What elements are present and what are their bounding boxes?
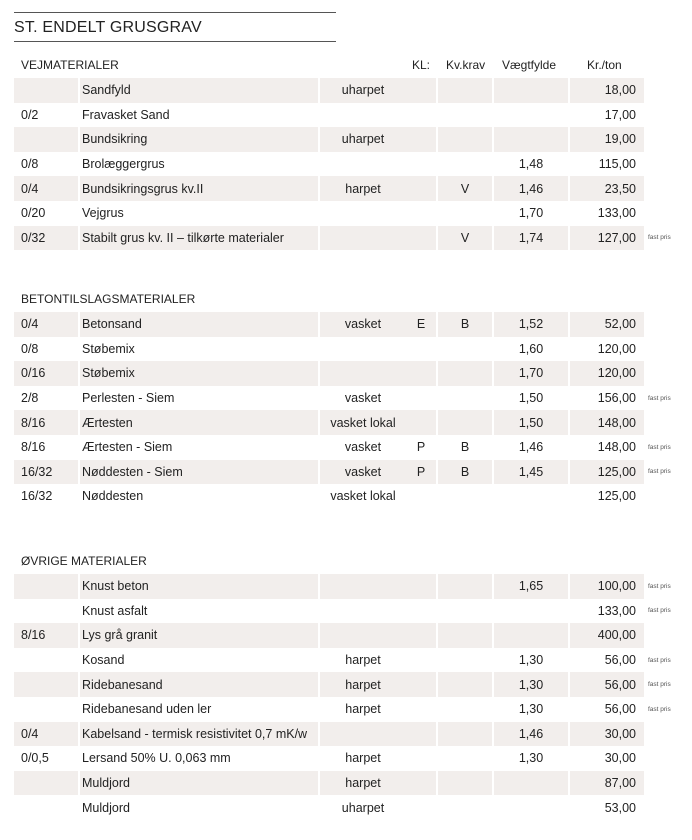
cell-price: 156,00 bbox=[597, 391, 636, 406]
cell-kl bbox=[406, 648, 436, 673]
section-title: VEJMATERIALER bbox=[21, 58, 119, 72]
cell-kl: P bbox=[406, 460, 436, 485]
table-row bbox=[14, 771, 678, 796]
cell-kvkrav bbox=[438, 722, 492, 747]
cell-treatment bbox=[320, 152, 406, 177]
cell-material-name: Ærtesten - Siem bbox=[82, 440, 173, 455]
cell-price: 133,00 bbox=[597, 206, 636, 221]
cell-kvkrav bbox=[438, 78, 492, 103]
cell-vaegtfylde bbox=[494, 484, 568, 509]
section-vejmaterialer bbox=[14, 52, 678, 250]
cell-price: 125,00 bbox=[570, 460, 644, 485]
cell-kl bbox=[406, 484, 436, 509]
cell-note bbox=[648, 484, 688, 509]
cell-price: 17,00 bbox=[604, 107, 636, 122]
cell-size: 0/32 bbox=[14, 226, 78, 251]
cell-size: 0/16 bbox=[14, 361, 78, 386]
cell-kvkrav bbox=[438, 127, 492, 152]
cell-size: 0/0,5 bbox=[21, 751, 49, 766]
page-header bbox=[14, 12, 336, 42]
cell-treatment: harpet bbox=[345, 653, 381, 668]
cell-treatment bbox=[320, 201, 406, 226]
cell-vaegtfylde: 1,65 bbox=[494, 574, 568, 599]
cell-price: 125,00 bbox=[597, 489, 636, 504]
table-row bbox=[14, 574, 678, 599]
cell-kvkrav bbox=[438, 152, 492, 177]
table-row bbox=[14, 410, 678, 435]
cell-vaegtfylde: 1,30 bbox=[494, 672, 568, 697]
cell-kl bbox=[406, 103, 436, 128]
cell-kvkrav bbox=[438, 201, 492, 226]
cell-kvkrav bbox=[438, 386, 492, 411]
cell-kl bbox=[406, 771, 436, 796]
cell-material-name: Nøddesten bbox=[82, 489, 144, 504]
table-row bbox=[14, 103, 678, 128]
cell-kvkrav bbox=[438, 103, 492, 128]
cell-price: 100,00 bbox=[570, 574, 644, 599]
table-row bbox=[14, 78, 678, 103]
cell-note bbox=[648, 722, 688, 747]
cell-kl bbox=[406, 78, 436, 103]
cell-material-name: Støbemix bbox=[80, 361, 318, 386]
cell-treatment: harpet bbox=[320, 176, 406, 201]
cell-note bbox=[648, 771, 688, 796]
cell-treatment: harpet bbox=[320, 672, 406, 697]
cell-material-name: Stabilt grus kv. II – tilkørte materialer bbox=[80, 226, 318, 251]
cell-treatment bbox=[320, 337, 406, 362]
cell-price: 30,00 bbox=[604, 751, 636, 766]
cell-material-name: Muldjord bbox=[82, 800, 130, 815]
cell-size: 8/16 bbox=[14, 410, 78, 435]
table-row bbox=[14, 226, 678, 251]
cell-kl bbox=[406, 176, 436, 201]
cell-vaegtfylde: 1,60 bbox=[518, 341, 544, 356]
cell-price: 400,00 bbox=[570, 623, 644, 648]
cell-treatment: harpet bbox=[320, 771, 406, 796]
table-body bbox=[14, 78, 678, 250]
cell-kl bbox=[406, 746, 436, 771]
cell-treatment: vasket lokal bbox=[320, 410, 406, 435]
cell-material-name: Fravasket Sand bbox=[82, 107, 170, 122]
cell-vaegtfylde bbox=[494, 623, 568, 648]
table-row bbox=[14, 648, 678, 673]
cell-kvkrav bbox=[438, 746, 492, 771]
table-row bbox=[14, 599, 678, 624]
table-row bbox=[14, 623, 678, 648]
cell-kl bbox=[406, 201, 436, 226]
cell-vaegtfylde bbox=[494, 127, 568, 152]
cell-treatment: vasket bbox=[344, 391, 382, 406]
cell-kl bbox=[406, 226, 436, 251]
cell-vaegtfylde: 1,30 bbox=[518, 751, 544, 766]
section-header bbox=[14, 286, 678, 312]
cell-material-name: Lys grå granit bbox=[80, 623, 318, 648]
cell-treatment: uharpet bbox=[320, 78, 406, 103]
col-header-price: Kr./ton bbox=[587, 58, 622, 72]
table-body bbox=[14, 574, 678, 820]
cell-price: 127,00 bbox=[570, 226, 644, 251]
cell-kvkrav bbox=[438, 410, 492, 435]
cell-vaegtfylde bbox=[494, 103, 568, 128]
cell-price: 87,00 bbox=[570, 771, 644, 796]
table-row bbox=[14, 361, 678, 386]
cell-treatment bbox=[320, 599, 406, 624]
cell-note bbox=[648, 795, 688, 820]
table-row bbox=[14, 484, 678, 509]
cell-material-name: Knust beton bbox=[80, 574, 318, 599]
cell-kvkrav bbox=[438, 771, 492, 796]
cell-treatment bbox=[320, 103, 406, 128]
cell-price: 19,00 bbox=[570, 127, 644, 152]
cell-size bbox=[14, 574, 78, 599]
cell-price: 120,00 bbox=[570, 361, 644, 386]
cell-note bbox=[648, 337, 688, 362]
cell-size bbox=[14, 599, 78, 624]
cell-note: fast pris bbox=[648, 607, 671, 615]
cell-price: 148,00 bbox=[597, 440, 636, 455]
cell-kl bbox=[406, 361, 436, 386]
cell-note bbox=[648, 103, 688, 128]
cell-size bbox=[14, 672, 78, 697]
cell-vaegtfylde bbox=[494, 78, 568, 103]
cell-kvkrav bbox=[438, 599, 492, 624]
page-title: ST. ENDELT GRUSGRAV bbox=[14, 19, 202, 36]
cell-material-name: Ridebanesand uden ler bbox=[82, 702, 212, 717]
table-row bbox=[14, 672, 678, 697]
cell-treatment: vasket bbox=[320, 460, 406, 485]
cell-vaegtfylde: 1,48 bbox=[518, 157, 544, 172]
cell-vaegtfylde: 1,46 bbox=[494, 176, 568, 201]
cell-note bbox=[648, 127, 688, 152]
table-row bbox=[14, 127, 678, 152]
cell-kl bbox=[406, 697, 436, 722]
cell-material-name: Perlesten - Siem bbox=[82, 391, 175, 406]
cell-price: 148,00 bbox=[570, 410, 644, 435]
cell-material-name: Knust asfalt bbox=[82, 603, 148, 618]
cell-kl: E bbox=[406, 312, 436, 337]
cell-kl bbox=[406, 623, 436, 648]
cell-note bbox=[648, 410, 688, 435]
cell-price: 115,00 bbox=[598, 157, 636, 172]
section-title: BETONTILSLAGSMATERIALER bbox=[21, 292, 196, 306]
section-header bbox=[14, 52, 678, 78]
cell-kl bbox=[406, 337, 436, 362]
cell-note: fast pris bbox=[648, 705, 671, 713]
cell-treatment bbox=[320, 722, 406, 747]
cell-vaegtfylde: 1,70 bbox=[518, 206, 544, 221]
cell-note bbox=[648, 201, 688, 226]
cell-vaegtfylde bbox=[494, 599, 568, 624]
cell-kvkrav bbox=[438, 361, 492, 386]
cell-kvkrav bbox=[438, 337, 492, 362]
cell-kl bbox=[406, 410, 436, 435]
cell-material-name: Kabelsand - termisk resistivitet 0,7 mK/w bbox=[80, 722, 318, 747]
cell-treatment: uharpet bbox=[341, 800, 385, 815]
cell-size: 0/8 bbox=[21, 157, 39, 172]
cell-material-name: Sandfyld bbox=[80, 78, 318, 103]
cell-note bbox=[648, 312, 688, 337]
cell-treatment bbox=[320, 226, 406, 251]
cell-kvkrav: V bbox=[438, 176, 492, 201]
cell-material-name: Muldjord bbox=[80, 771, 318, 796]
table-row bbox=[14, 435, 678, 460]
cell-size: 8/16 bbox=[14, 623, 78, 648]
cell-material-name: Vejgrus bbox=[82, 206, 124, 221]
cell-size bbox=[14, 771, 78, 796]
cell-price: 30,00 bbox=[570, 722, 644, 747]
table-row bbox=[14, 460, 678, 485]
cell-note: fast pris bbox=[648, 681, 671, 689]
cell-kvkrav bbox=[438, 574, 492, 599]
cell-kvkrav bbox=[438, 697, 492, 722]
table-row bbox=[14, 746, 678, 771]
table-row bbox=[14, 312, 678, 337]
cell-material-name: Nøddesten - Siem bbox=[80, 460, 318, 485]
table-row bbox=[14, 201, 678, 226]
table-row bbox=[14, 337, 678, 362]
cell-size: 0/4 bbox=[14, 722, 78, 747]
section-title: ØVRIGE MATERIALER bbox=[21, 554, 147, 568]
cell-price: 120,00 bbox=[597, 341, 636, 356]
cell-price: 23,50 bbox=[570, 176, 644, 201]
cell-price: 56,00 bbox=[604, 702, 636, 717]
cell-note: fast pris bbox=[648, 656, 671, 664]
cell-size bbox=[14, 127, 78, 152]
cell-treatment: vasket bbox=[320, 312, 406, 337]
cell-size: 0/4 bbox=[14, 176, 78, 201]
cell-kl bbox=[406, 722, 436, 747]
cell-kl bbox=[406, 574, 436, 599]
cell-note bbox=[648, 176, 688, 201]
cell-treatment: uharpet bbox=[320, 127, 406, 152]
cell-kl bbox=[406, 672, 436, 697]
cell-price: 56,00 bbox=[570, 672, 644, 697]
cell-vaegtfylde: 1,30 bbox=[518, 653, 544, 668]
cell-price: 18,00 bbox=[570, 78, 644, 103]
cell-material-name: Brolæggergrus bbox=[82, 157, 165, 172]
table-row bbox=[14, 176, 678, 201]
cell-kl bbox=[406, 599, 436, 624]
table-row bbox=[14, 697, 678, 722]
cell-treatment: vasket bbox=[344, 440, 382, 455]
cell-kl bbox=[406, 795, 436, 820]
cell-material-name: Lersand 50% U. 0,063 mm bbox=[82, 751, 231, 766]
cell-kvkrav bbox=[438, 623, 492, 648]
cell-material-name: Ridebanesand bbox=[80, 672, 318, 697]
cell-vaegtfylde: 1,46 bbox=[494, 722, 568, 747]
cell-kl: P bbox=[416, 440, 426, 455]
cell-vaegtfylde bbox=[494, 771, 568, 796]
section-betontilslag bbox=[14, 286, 678, 509]
cell-size bbox=[14, 697, 78, 722]
cell-size: 0/4 bbox=[14, 312, 78, 337]
section-oevrige bbox=[14, 548, 678, 820]
cell-kvkrav: B bbox=[438, 460, 492, 485]
section-header bbox=[14, 548, 678, 574]
cell-price: 53,00 bbox=[604, 800, 636, 815]
cell-material-name: Støbemix bbox=[82, 341, 135, 356]
cell-note: fast pris bbox=[648, 234, 671, 242]
table-row bbox=[14, 722, 678, 747]
cell-size: 16/32 bbox=[14, 460, 78, 485]
cell-note bbox=[648, 152, 688, 177]
cell-vaegtfylde bbox=[494, 795, 568, 820]
cell-vaegtfylde: 1,50 bbox=[518, 391, 544, 406]
col-header-vaegtfylde: Vægtfylde bbox=[502, 58, 557, 72]
cell-kl bbox=[406, 127, 436, 152]
cell-size: 0/20 bbox=[21, 206, 46, 221]
cell-price: 133,00 bbox=[597, 603, 636, 618]
col-header-kvkrav: Kv.krav bbox=[446, 58, 486, 72]
cell-vaegtfylde: 1,52 bbox=[494, 312, 568, 337]
cell-material-name: Bundsikringsgrus kv.II bbox=[80, 176, 318, 201]
cell-vaegtfylde: 1,45 bbox=[494, 460, 568, 485]
cell-size: 16/32 bbox=[21, 489, 53, 504]
cell-material-name: Ærtesten bbox=[80, 410, 318, 435]
cell-treatment: harpet bbox=[345, 702, 381, 717]
cell-note: fast pris bbox=[648, 394, 671, 402]
cell-size bbox=[14, 795, 78, 820]
table-row bbox=[14, 386, 678, 411]
cell-kvkrav bbox=[438, 672, 492, 697]
cell-vaegtfylde: 1,46 bbox=[518, 440, 544, 455]
cell-size: 8/16 bbox=[21, 440, 46, 455]
title-rule-bottom bbox=[14, 41, 336, 42]
cell-note bbox=[648, 746, 688, 771]
cell-vaegtfylde: 1,50 bbox=[494, 410, 568, 435]
table-body bbox=[14, 312, 678, 509]
cell-kvkrav: V bbox=[438, 226, 492, 251]
table-row bbox=[14, 795, 678, 820]
cell-kvkrav bbox=[438, 795, 492, 820]
cell-kl bbox=[406, 386, 436, 411]
cell-price: 52,00 bbox=[570, 312, 644, 337]
cell-price: 56,00 bbox=[604, 653, 636, 668]
cell-treatment: vasket lokal bbox=[330, 489, 396, 504]
cell-kl bbox=[406, 152, 436, 177]
cell-treatment bbox=[320, 574, 406, 599]
cell-vaegtfylde: 1,30 bbox=[518, 702, 544, 717]
cell-vaegtfylde: 1,70 bbox=[494, 361, 568, 386]
cell-material-name: Bundsikring bbox=[80, 127, 318, 152]
cell-treatment bbox=[320, 623, 406, 648]
cell-note: fast pris bbox=[648, 443, 671, 451]
cell-vaegtfylde: 1,74 bbox=[494, 226, 568, 251]
cell-note bbox=[648, 78, 688, 103]
cell-size bbox=[14, 648, 78, 673]
cell-material-name: Kosand bbox=[82, 653, 125, 668]
table-row bbox=[14, 152, 678, 177]
cell-kvkrav: B bbox=[460, 440, 470, 455]
cell-size: 2/8 bbox=[21, 391, 39, 406]
cell-note: fast pris bbox=[648, 582, 671, 590]
cell-note bbox=[648, 361, 688, 386]
cell-size: 0/8 bbox=[21, 341, 39, 356]
cell-treatment: harpet bbox=[345, 751, 381, 766]
cell-kvkrav: B bbox=[438, 312, 492, 337]
cell-kvkrav bbox=[438, 648, 492, 673]
cell-note: fast pris bbox=[648, 468, 671, 476]
cell-size bbox=[14, 78, 78, 103]
cell-note bbox=[648, 623, 688, 648]
cell-material-name: Betonsand bbox=[80, 312, 318, 337]
cell-size: 0/2 bbox=[21, 107, 39, 122]
cell-kvkrav bbox=[438, 484, 492, 509]
col-header-kl: KL: bbox=[412, 58, 431, 72]
cell-treatment bbox=[320, 361, 406, 386]
